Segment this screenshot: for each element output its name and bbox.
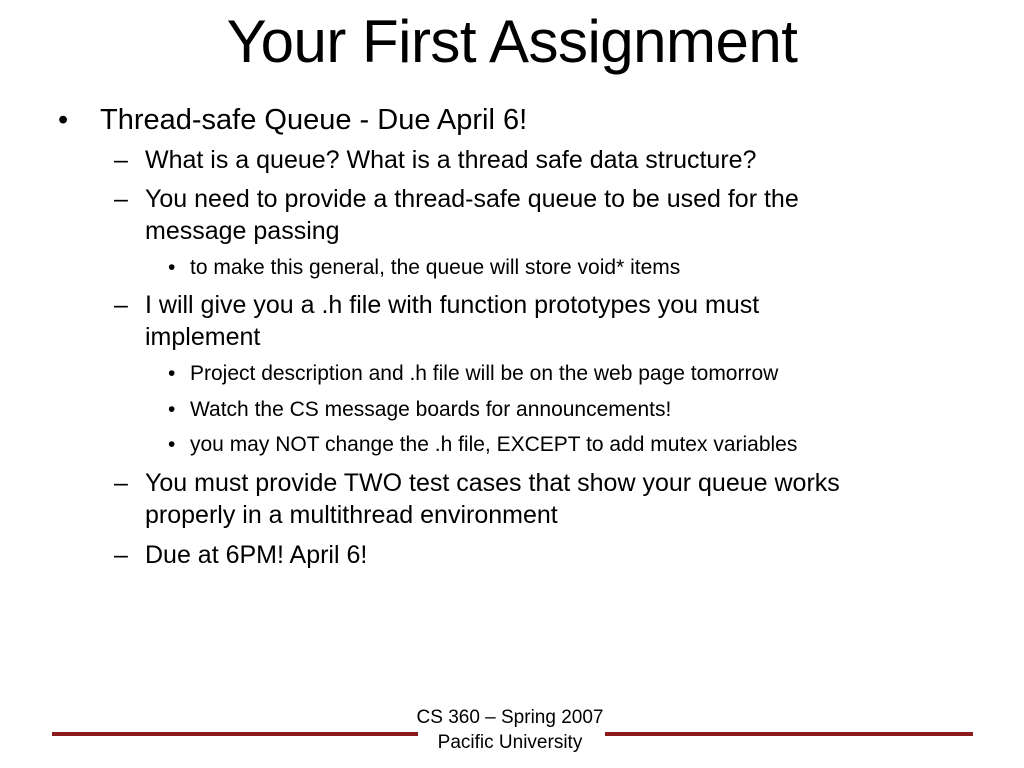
- bullet-marker: •: [168, 256, 176, 279]
- bullet-marker: •: [168, 433, 176, 456]
- bullet-level3-text: you may NOT change the .h file, EXCEPT to add mutex variables: [190, 433, 798, 456]
- bullet-level2-text-line2: properly in a multithread environment: [145, 501, 558, 529]
- dash-marker: –: [114, 469, 128, 497]
- dash-marker: –: [114, 291, 128, 319]
- bullet-level1-text: Thread-safe Queue - Due April 6!: [100, 104, 528, 136]
- bullet-level2-text-line1: I will give you a .h file with function prototypes you must: [145, 291, 760, 319]
- footer: [415, 705, 605, 755]
- dash-marker: –: [114, 185, 128, 213]
- bullet-marker: •: [58, 104, 69, 136]
- bullet-level3-text: to make this general, the queue will store void* items: [190, 256, 681, 279]
- bullet-level2-text-line1: You must provide TWO test cases that show your queue works: [145, 469, 840, 497]
- bullet-level2-text: Due at 6PM! April 6!: [145, 541, 368, 569]
- footer-school: Pacific University: [437, 732, 583, 753]
- footer-rule-left: [52, 732, 418, 736]
- slide-title: Your First Assignment: [226, 8, 798, 75]
- bullet-level2-text-line2: implement: [145, 323, 261, 351]
- bullet-level3-text: Project description and .h file will be on the web page tomorrow: [190, 362, 779, 385]
- bullet-marker: •: [168, 362, 176, 385]
- bullet-marker: •: [168, 398, 176, 421]
- footer-course: CS 360 – Spring 2007: [416, 707, 604, 728]
- bullet-level2-text-line2: message passing: [145, 217, 340, 245]
- bullet-level2-text: What is a queue? What is a thread safe data structure?: [145, 146, 757, 174]
- footer-rule-right: [605, 732, 973, 736]
- bullet-level3-text: Watch the CS message boards for announcements!: [190, 398, 672, 421]
- bullet-level2-text-line1: You need to provide a thread-safe queue to be used for the: [145, 185, 799, 213]
- dash-marker: –: [114, 541, 128, 569]
- dash-marker: –: [114, 146, 128, 174]
